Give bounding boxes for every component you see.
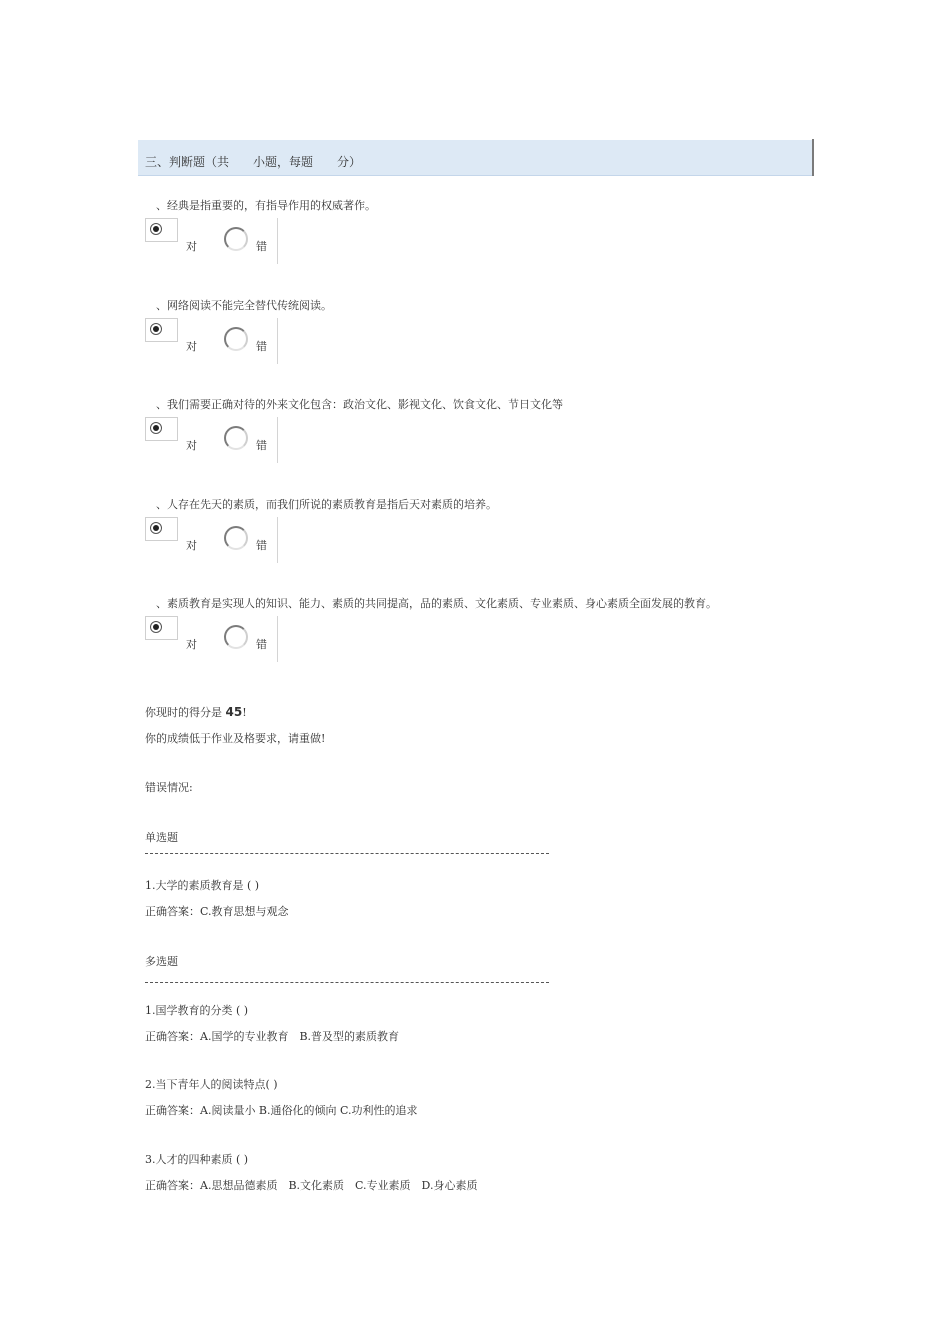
- divider: [277, 417, 278, 463]
- radio-false[interactable]: [224, 426, 248, 450]
- divider: [277, 517, 278, 563]
- section-header: [138, 140, 812, 176]
- judge-question-1: [145, 197, 845, 277]
- radio-false[interactable]: [224, 526, 248, 550]
- option-true-label: 对: [186, 240, 197, 253]
- radio-false[interactable]: [224, 227, 248, 251]
- question-text: 、经典是指重要的，有指导作用的权威著作。: [145, 199, 376, 212]
- separator-dashed: [145, 982, 549, 983]
- multi-answer-3: 正确答案：A.思想品德素质 B.文化素质 C.专业素质 D.身心素质: [145, 1179, 478, 1192]
- header-right-border: [812, 139, 814, 176]
- multi-question-2: 2.当下青年人的阅读特点( ): [145, 1078, 278, 1091]
- radio-true-selected[interactable]: [150, 621, 162, 633]
- option-true-label: 对: [186, 340, 197, 353]
- option-false-label: 错: [256, 340, 267, 353]
- option-true-box[interactable]: [145, 417, 178, 441]
- option-true-box[interactable]: [145, 218, 178, 242]
- divider: [277, 218, 278, 264]
- radio-true-selected[interactable]: [150, 522, 162, 534]
- score-value: 45: [225, 705, 243, 719]
- option-true-label: 对: [186, 638, 197, 651]
- radio-true-selected[interactable]: [150, 223, 162, 235]
- score-line: [145, 704, 247, 720]
- judge-question-3: [145, 396, 845, 476]
- multi-question-3: 3.人才的四种素质 ( ): [145, 1153, 249, 1166]
- multi-answer-1: 正确答案：A.国学的专业教育 B.普及型的素质教育: [145, 1030, 400, 1043]
- judge-question-2: [145, 297, 845, 377]
- option-true-box[interactable]: [145, 616, 178, 640]
- question-text: 、人存在先天的素质，而我们所说的素质教育是指后天对素质的培养。: [145, 498, 497, 511]
- errors-label: 错误情况:: [145, 781, 193, 794]
- divider: [277, 318, 278, 364]
- option-false-label: 错: [256, 240, 267, 253]
- divider: [277, 616, 278, 662]
- radio-false[interactable]: [224, 327, 248, 351]
- question-text: 、网络阅读不能完全替代传统阅读。: [145, 299, 332, 312]
- option-false-label: 错: [256, 539, 267, 552]
- separator-dashed: [145, 853, 549, 854]
- option-true-box[interactable]: [145, 318, 178, 342]
- option-false-label: 错: [256, 439, 267, 452]
- fail-message: 你的成绩低于作业及格要求，请重做!: [145, 732, 326, 745]
- radio-true-selected[interactable]: [150, 422, 162, 434]
- judge-question-5: [145, 595, 845, 675]
- single-question-1: 1.大学的素质教育是 ( ): [145, 879, 260, 892]
- multi-answer-2: 正确答案：A.阅读量小 B.通俗化的倾向 C.功利性的追求: [145, 1104, 418, 1117]
- option-true-label: 对: [186, 539, 197, 552]
- option-false-label: 错: [256, 638, 267, 651]
- single-answer-1: 正确答案：C.教育思想与观念: [145, 905, 289, 918]
- score-suffix: !: [242, 706, 247, 719]
- multi-question-1: 1.国学教育的分类 ( ): [145, 1004, 249, 1017]
- single-heading: 单选题: [145, 831, 178, 844]
- question-text: 、素质教育是实现人的知识、能力、素质的共同提高，品的素质、文化素质、专业素质、身心素质全面发展的教育。: [145, 597, 717, 610]
- option-true-box[interactable]: [145, 517, 178, 541]
- score-prefix: 你现时的得分是: [145, 706, 226, 719]
- multi-heading: 多选题: [145, 955, 178, 968]
- radio-false[interactable]: [224, 625, 248, 649]
- option-true-label: 对: [186, 439, 197, 452]
- radio-true-selected[interactable]: [150, 323, 162, 335]
- section-title: 三、判断题（共 小题，每题 分）: [145, 155, 362, 169]
- question-text: 、我们需要正确对待的外来文化包含：政治文化、影视文化、饮食文化、节日文化等: [145, 398, 563, 411]
- judge-question-4: [145, 496, 845, 576]
